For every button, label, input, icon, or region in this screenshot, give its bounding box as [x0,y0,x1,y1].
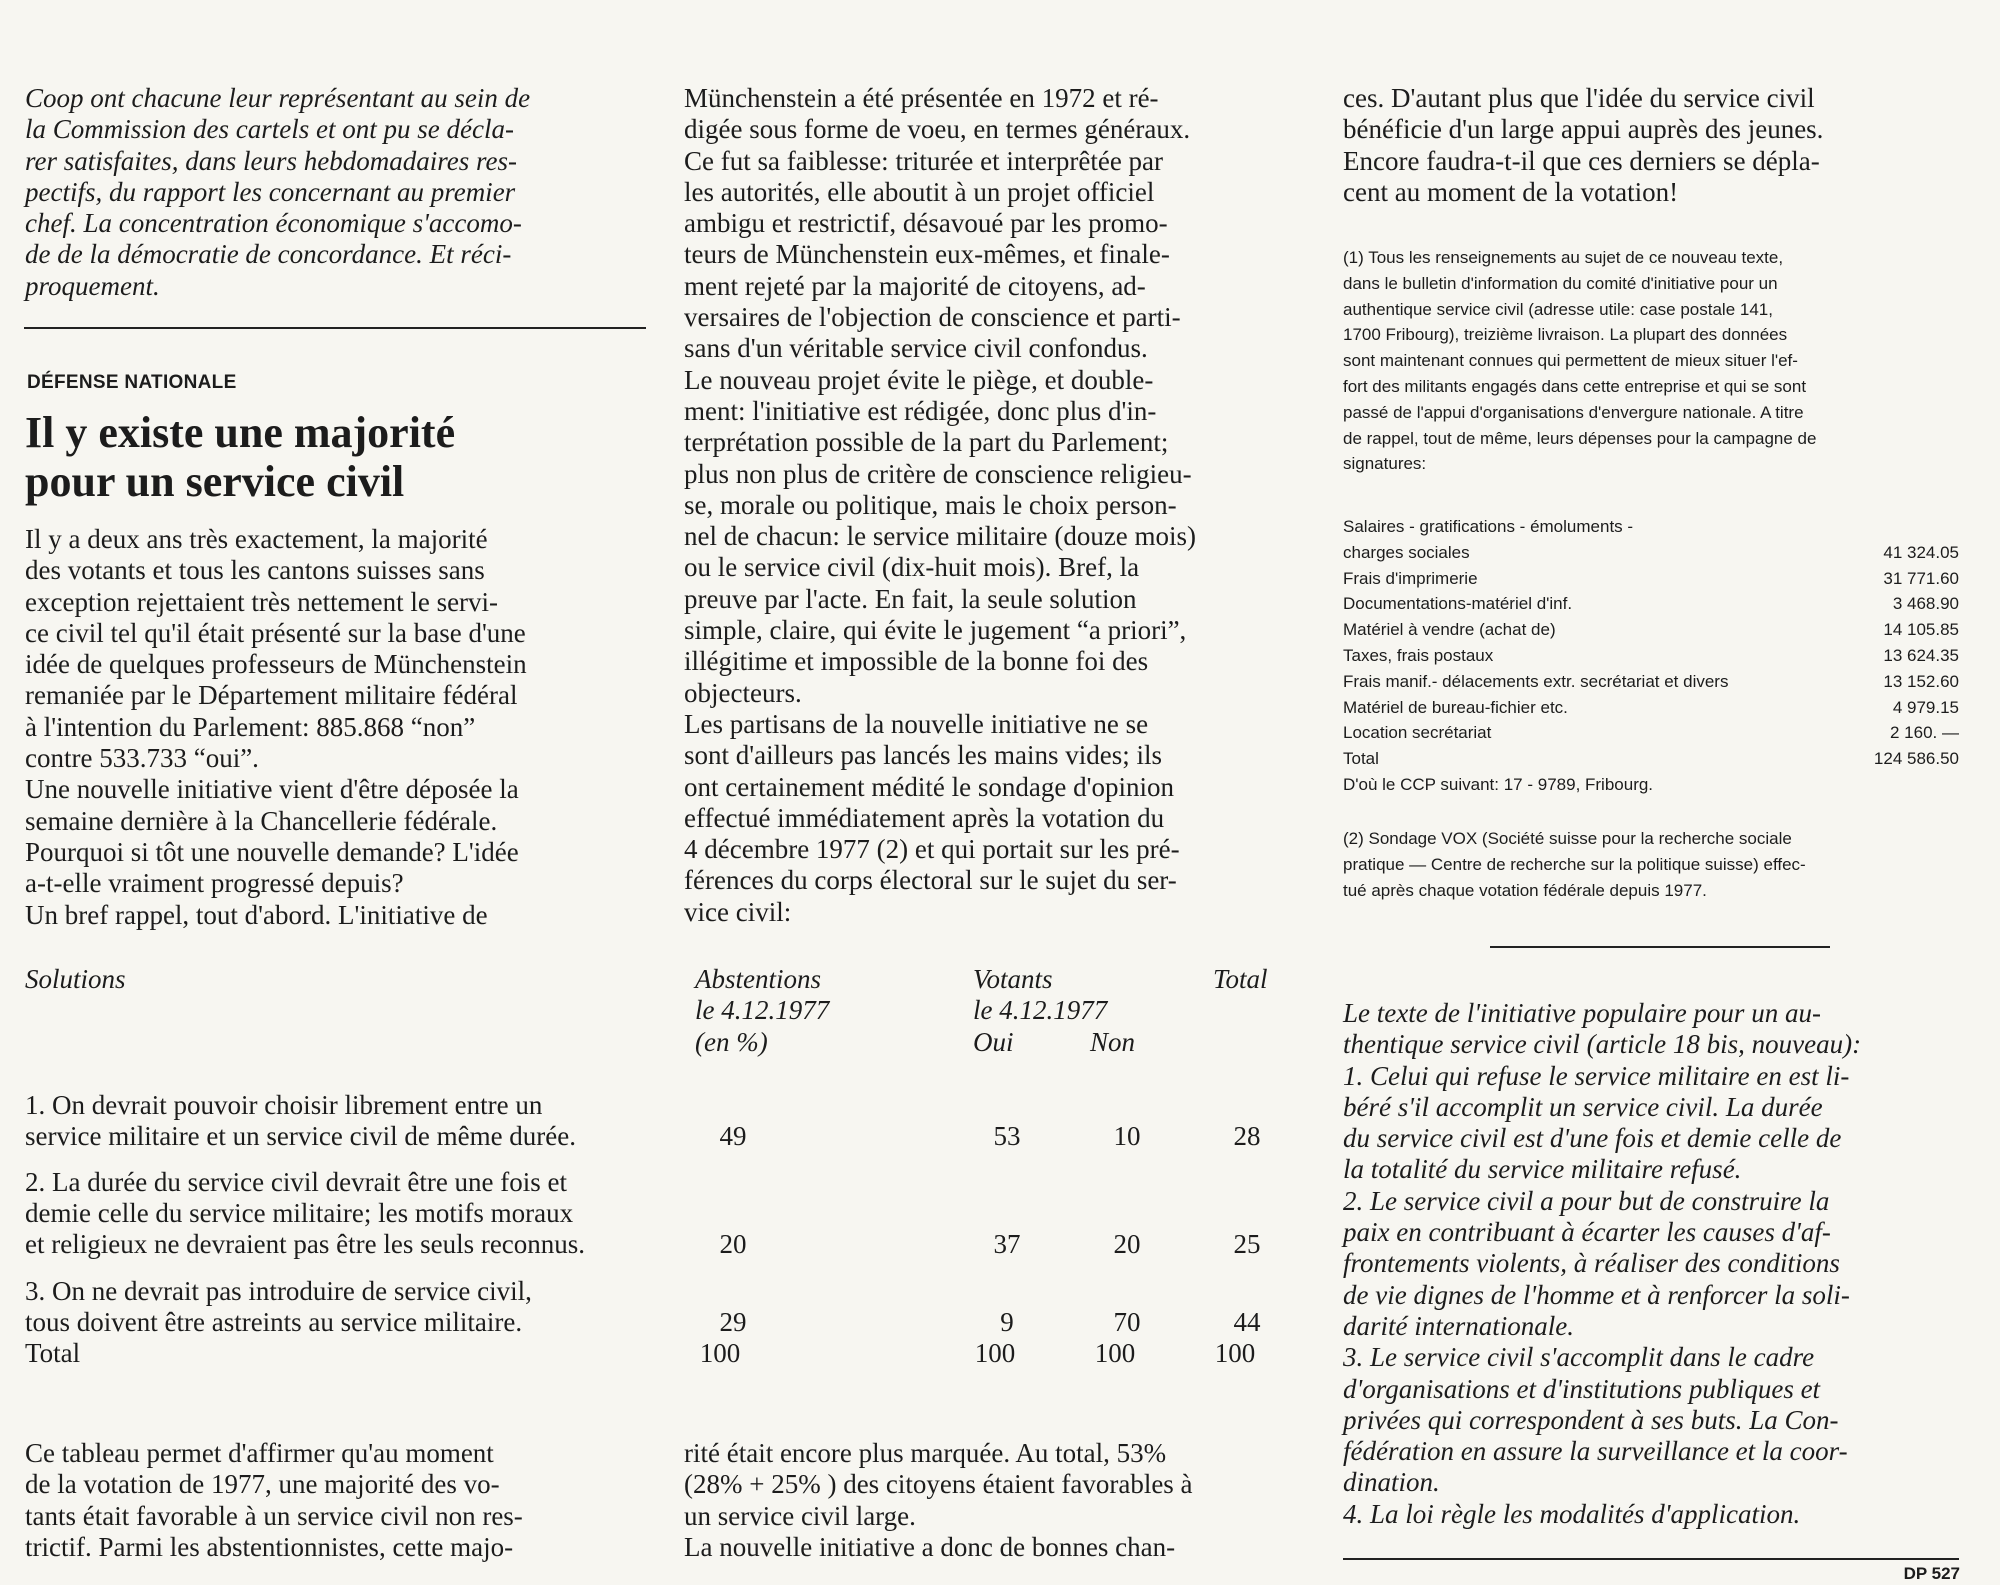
text-line: 4 décembre 1977 (2) et qui portait sur les pré- [684,834,1180,865]
text-line: Ce tableau permet d'affirmer qu'au moment [25,1438,494,1468]
expense-amount: 13 152.60 [1883,671,1959,691]
conclusion-col1 [25,1438,645,1563]
text-line: la Commission des cartels et ont pu se décla- [25,114,514,145]
expense-label: Documentations-matériel d'inf. [1343,594,1573,614]
table-row [1343,643,1959,669]
text-line: frontements violents, à réaliser des conditions [1343,1248,1840,1279]
table-row [1343,669,1959,695]
header-solutions: Solutions [25,964,126,994]
expense-amount: 13 624.35 [1883,645,1959,665]
text-line: thentique service civil (article 18 bis, nouveau): [1343,1029,1862,1060]
text-line: cent au moment de la votation! [1343,176,1679,207]
text-line: de de la démocratie de concordance. Et réci- [25,239,512,270]
text-line: de la votation de 1977, une majorité des vo- [25,1469,500,1500]
text-line: du service civil est d'une fois et demie celle de [1343,1123,1842,1154]
text-line: terprétation possible de la part du Parlement; [684,427,1169,458]
header-non: Non [1090,1027,1136,1057]
text-line: plus non plus de critère de conscience religieu- [684,458,1192,489]
text-line: Ce fut sa faiblesse: triturée et interprêtée par [684,145,1164,176]
header-oui: Oui [973,1027,1014,1057]
text-line: sont d'ailleurs pas lancés les mains vides; ils [684,740,1163,771]
text-line: les autorités, elle aboutit à un projet officiel [684,176,1155,207]
solution-text: 3. On ne devrait pas introduire de service civil, [25,1276,532,1306]
text-line: proquement. [25,270,160,301]
text-line: (28% + 25% ) des citoyens étaient favorables à [684,1469,1193,1500]
text-line: Les partisans de la nouvelle initiative ne se [684,708,1149,739]
solution-text: et religieux ne devraient pas être les seuls reconnus. [25,1229,586,1259]
total-total: 100 [1214,1338,1256,1368]
text-line: Encore faudra-t-il que ces derniers se dépla- [1343,145,1820,176]
text-line: a-t-elle vraiment progressé depuis? [25,868,404,899]
page-number: DP 527 [1903,1564,1960,1583]
text-line: Coop ont chacune leur représentant au sein de [25,83,531,113]
value-total: 25 [1233,1229,1261,1259]
text-line: nel de chacun: le service militaire (douze mois) [684,521,1197,552]
text-line: ment: l'initiative est rédigée, donc plus d'in- [684,395,1157,426]
text-line: (1) Tous les renseignements au sujet de ce nouveau texte, [1343,248,1784,267]
table-row [1343,695,1959,721]
text-line: simple, claire, qui évite le jugement “a priori”, [684,615,1187,646]
header-abstentions-unit: (en %) [695,1027,768,1057]
header-votants: Votants [973,964,1053,994]
text-line: ce civil tel qu'il était présenté sur la base d'une [25,617,526,648]
text-line: fort des militants engagés dans cette entreprise et qui se sont [1343,376,1807,396]
text-line: de rappel, tout de même, leurs dépenses pour la campagne de [1343,428,1817,448]
value-non: 20 [1113,1229,1141,1259]
text-line: ces. D'autant plus que l'idée du service civil [1343,83,1815,113]
text-line: signatures: [1343,454,1427,474]
short-divider [1490,946,1830,948]
value-oui: 37 [993,1229,1021,1259]
expense-label: Location secrétariat [1343,723,1492,743]
expense-label: Frais d'imprimerie [1343,568,1478,588]
text-line: ont certainement médité le sondage d'opinion [684,771,1174,802]
text-line: chef. La concentration économique s'accomo- [25,208,522,239]
expense-label: Total [1343,749,1379,769]
expense-amount: 2 160. — [1890,723,1959,743]
expense-amount: 31 771.60 [1883,568,1959,588]
footnote-2 [1343,826,1959,903]
solution-text: tous doivent être astreints au service militaire. [25,1307,523,1337]
header-votants-date: le 4.12.1977 [973,995,1108,1025]
text-line: exception rejettaient très nettement le servi- [25,586,499,617]
text-line: férences du corps électoral sur le sujet du ser- [684,865,1177,896]
value-abstentions: 29 [719,1307,747,1337]
headline-line: pour un service civil [25,457,405,506]
solution-text: 1. On devrait pouvoir choisir librement entre un [25,1090,543,1120]
text-line: paix en contribuant à écarter les causes d'af- [1343,1217,1831,1248]
text-line: idée de quelques professeurs de Münchenstein [25,649,527,680]
text-line: béré s'il accomplit un service civil. La durée [1343,1091,1823,1122]
text-line: authentique service civil (adresse utile: case postale 141, [1343,299,1773,319]
text-line: preuve par l'acte. En fait, la seule solution [684,583,1137,614]
table-row [1343,746,1959,772]
table-row [1343,617,1959,643]
text-line: 1. Celui qui refuse le service militaire en est li- [1343,1060,1850,1091]
text-line: pratique — Centre de recherche sur la politique suisse) effec- [1343,854,1806,874]
header-abstentions: Abstentions [695,964,821,994]
header-abstentions-date: le 4.12.1977 [695,995,830,1025]
solution-text: 2. La durée du service civil devrait être une fois et [25,1167,568,1197]
table-row [1343,720,1959,746]
text-line: 1700 Fribourg), treizième livraison. La plupart des données [1343,325,1788,345]
text-line: remaniée par le Département militaire fédéral [25,680,518,711]
text-line: ou le service civil (dix-huit mois). Bref, la [684,552,1140,583]
headline-line: Il y existe une majorité [25,408,456,457]
expense-amount: 41 324.05 [1883,542,1959,562]
text-line: ambigu et restrictif, désavoué par les promo- [684,208,1168,239]
text-line: Un bref rappel, tout d'abord. L'initiative de [25,899,488,930]
footnote-1 [1343,245,1959,477]
table-row [1343,540,1959,566]
text-line: Le texte de l'initiative populaire pour un au- [1343,998,1821,1028]
article-body-col3 [1343,83,1959,208]
text-line: 4. La loi règle les modalités d'application. [1343,1498,1801,1529]
initiative-text [1343,998,1959,1530]
value-oui: 53 [993,1121,1021,1151]
text-line: vice civil: [684,896,792,927]
value-non: 10 [1113,1121,1141,1151]
text-line: contre 533.733 “oui”. [25,743,259,774]
text-line: fédération en assure la surveillance et la coor- [1343,1436,1848,1467]
ccp-line: D'où le CCP suivant: 17 - 9789, Fribourg. [1343,774,1654,794]
text-line: tants était favorable à un service civil non res- [25,1500,523,1531]
text-line: tué après chaque votation fédérale depuis 1977. [1343,880,1707,900]
value-oui: 9 [1000,1307,1014,1337]
text-line: dans le bulletin d'information du comité d'initiative pour un [1343,273,1778,293]
text-line: d'organisations et d'institutions publiques et [1343,1373,1821,1404]
text-line: privées qui correspondent à ses buts. La Con- [1343,1404,1839,1435]
solution-text: demie celle du service militaire; les motifs moraux [25,1198,574,1228]
text-line: versaires de l'objection de conscience et parti- [684,302,1181,333]
text-line: digée sous forme de voeu, en termes généraux. [684,114,1191,145]
text-line: ment rejeté par la majorité de citoyens, ad- [684,270,1146,301]
text-line: sans d'un véritable service civil confondus. [684,333,1148,364]
text-line: Une nouvelle initiative vient d'être déposée la [25,774,519,805]
value-non: 70 [1113,1307,1141,1337]
value-total: 28 [1233,1121,1261,1151]
expense-label: Matériel de bureau-fichier etc. [1343,697,1568,717]
text-line: illégitime et impossible de la bonne foi des [684,646,1149,677]
text-line: objecteurs. [684,677,802,708]
total-non: 100 [1094,1338,1136,1368]
value-abstentions: 20 [719,1229,747,1259]
expense-amount: 124 586.50 [1873,749,1959,769]
solution-text: service militaire et un service civil de même durée. [25,1121,577,1151]
expenses-table [1343,514,1959,798]
text-line: darité internationale. [1343,1310,1574,1341]
text-line: passé de l'appui d'organisations d'envergure nationale. A titre [1343,402,1804,422]
text-line: rité était encore plus marquée. Au total, 53% [684,1438,1167,1468]
text-line: la totalité du service militaire refusé. [1343,1154,1742,1185]
expense-label: charges sociales [1343,542,1470,562]
text-line: rer satisfaites, dans leurs hebdomadaires res- [25,145,517,176]
text-line: 2. Le service civil a pour but de construire la [1343,1185,1830,1216]
value-abstentions: 49 [719,1121,747,1151]
text-line: La nouvelle initiative a donc de bonnes chan- [684,1531,1176,1562]
text-line: Pourquoi si tôt une nouvelle demande? L'idée [25,836,519,867]
text-line: (2) Sondage VOX (Société suisse pour la recherche sociale [1343,829,1792,848]
total-label: Total [25,1338,81,1368]
text-line: de vie dignes de l'homme et à renforcer la soli- [1343,1279,1850,1310]
conclusion-col2 [684,1438,1306,1563]
text-line: des votants et tous les cantons suisses sans [25,555,485,586]
expense-label: Taxes, frais postaux [1343,645,1494,665]
section-kicker: DÉFENSE NATIONALE [27,372,237,393]
text-line: se, morale ou politique, mais le choix person- [684,489,1177,520]
total-oui: 100 [974,1338,1016,1368]
text-line: Le nouveau projet évite le piège, et double- [684,364,1154,395]
text-line: effectué immédiatement après la votation du [684,802,1165,833]
expense-label: Matériel à vendre (achat de) [1343,620,1556,640]
text-line: dination. [1343,1467,1440,1498]
expense-amount: 14 105.85 [1883,620,1959,640]
table-row [1343,591,1959,617]
text-line: pectifs, du rapport les concernant au premier [25,176,516,207]
text-line: teurs de Münchenstein eux-mêmes, et finale- [684,239,1170,270]
expense-label: Frais manif.- délacements extr. secrétariat et divers [1343,671,1729,691]
bottom-divider [1343,1558,1959,1560]
total-abstentions: 100 [699,1338,741,1368]
text-line: 3. Le service civil s'accomplit dans le cadre [1343,1342,1815,1373]
text-line: Il y a deux ans très exactement, la majorité [25,524,488,554]
text-line: sont maintenant connues qui permettent de mieux situer l'ef- [1343,351,1798,371]
text-line: un service civil large. [684,1500,916,1531]
header-total: Total [1213,964,1268,994]
expense-amount: 3 468.90 [1892,594,1959,614]
text-line: trictif. Parmi les abstentionnistes, cette majo- [25,1531,514,1562]
expenses-list [1343,540,1959,772]
text-line: bénéficie d'un large appui auprès des jeunes. [1343,114,1824,145]
expenses-header: Salaires - gratifications - émoluments - [1343,517,1634,536]
text-line: semaine dernière à la Chancellerie fédérale. [25,805,498,836]
table-row [1343,566,1959,592]
text-line: Münchenstein a été présentée en 1972 et ré- [684,83,1159,113]
value-total: 44 [1233,1307,1261,1337]
text-line: à l'intention du Parlement: 885.868 “non” [25,711,476,742]
expense-amount: 4 979.15 [1892,697,1959,717]
